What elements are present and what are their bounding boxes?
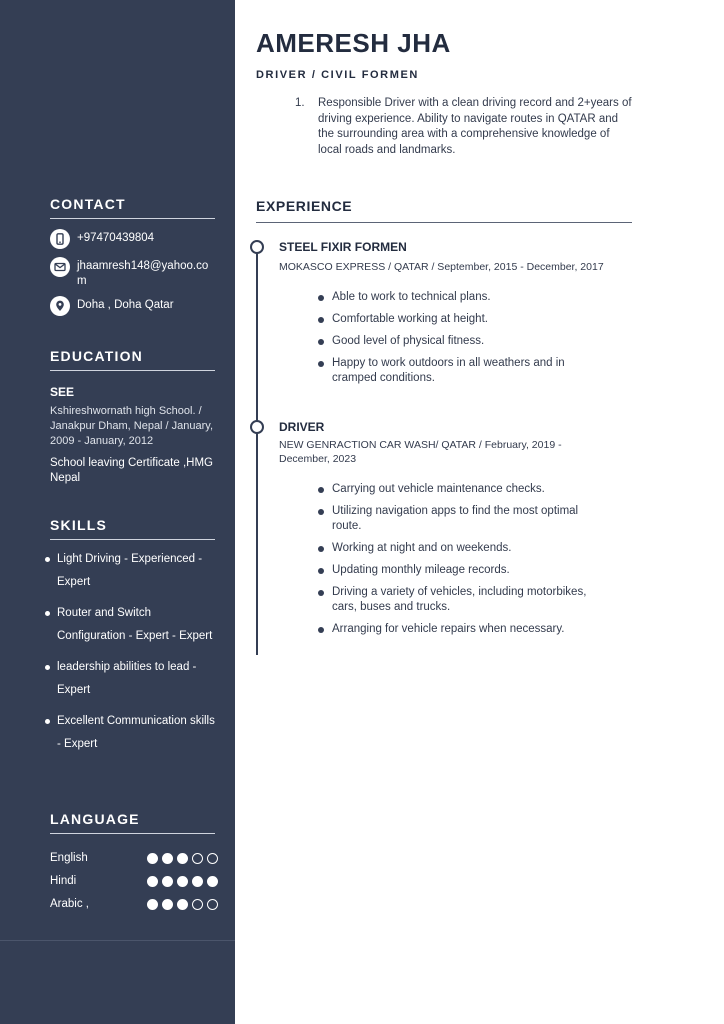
rating-dot-filled — [177, 899, 188, 910]
sidebar-divider — [0, 940, 235, 941]
skills-heading: SKILLS — [50, 517, 215, 540]
rating-dot-filled — [147, 899, 158, 910]
experience-heading: EXPERIENCE — [256, 198, 632, 223]
skill-item: Excellent Communication skills - Expert — [44, 710, 219, 756]
rating-dot-filled — [162, 899, 173, 910]
job-bullet: Good level of physical fitness. — [318, 334, 608, 349]
timeline-line — [256, 247, 258, 655]
rating-dot-filled — [147, 853, 158, 864]
contact-email-row — [50, 257, 215, 289]
job-bullet: Driving a variety of vehicles, including motorbikes, cars, buses and trucks. — [318, 585, 608, 615]
language-heading: LANGUAGE — [50, 811, 215, 834]
location-pin-icon — [50, 296, 70, 316]
rating-dot-empty — [192, 899, 203, 910]
skills-list — [44, 548, 219, 764]
job-bullet: Working at night and on weekends. — [318, 541, 608, 556]
phone-icon — [50, 229, 70, 249]
job-bullet: Comfortable working at height. — [318, 312, 608, 327]
language-name: Hindi — [50, 875, 77, 887]
job-title: DRIVER — [279, 420, 325, 434]
rating-dot-filled — [207, 876, 218, 887]
candidate-name: AMERESH JHA — [256, 28, 451, 58]
contact-heading: CONTACT — [50, 196, 215, 219]
language-rating — [147, 853, 218, 864]
language-name: English — [50, 852, 88, 864]
job-meta: NEW GENRACTION CAR WASH/ QATAR / February, 2019 - December, 2023 — [279, 439, 562, 465]
contact-phone-row — [50, 229, 215, 249]
email-icon — [50, 257, 70, 277]
contact-phone[interactable]: +97470439804 — [77, 232, 155, 244]
job-bullets — [318, 482, 608, 644]
timeline-node — [250, 240, 264, 254]
skill-item: Router and Switch Configuration - Expert - Expert — [44, 602, 219, 648]
education-heading: EDUCATION — [50, 348, 215, 371]
job-bullet: Carrying out vehicle maintenance checks. — [318, 482, 608, 497]
contact-location-row — [50, 296, 215, 316]
rating-dot-empty — [192, 853, 203, 864]
job-bullet: Updating monthly mileage records. — [318, 563, 608, 578]
rating-dot-filled — [162, 876, 173, 887]
job-bullet: Arranging for vehicle repairs when necessary. — [318, 622, 608, 637]
contact-email[interactable]: jhaamresh148@yahoo.com — [77, 260, 209, 287]
job-bullet: Happy to work outdoors in all weathers and in cramped conditions. — [318, 356, 608, 386]
rating-dot-filled — [147, 876, 158, 887]
rating-dot-empty — [207, 899, 218, 910]
skill-item: Light Driving - Experienced - Expert — [44, 548, 219, 594]
sidebar — [0, 0, 235, 1024]
job-bullets — [318, 290, 608, 393]
rating-dot-filled — [162, 853, 173, 864]
language-row-english — [50, 850, 218, 866]
language-rating — [147, 899, 218, 910]
rating-dot-filled — [177, 876, 188, 887]
skill-item: leadership abilities to lead - Expert — [44, 656, 219, 702]
summary-number: 1. — [295, 97, 305, 109]
language-name: Arabic , — [50, 898, 89, 910]
rating-dot-filled — [177, 853, 188, 864]
contact-location: Doha , Doha Qatar — [77, 299, 174, 311]
summary-text: Responsible Driver with a clean driving record and 2+years of driving experience. Ability to navigate routes in QATAR and the surrounding area with a comprehensive knowledge of local roads and landmarks. — [318, 97, 632, 156]
language-rating — [147, 876, 218, 887]
education-degree: SEE — [50, 385, 75, 399]
rating-dot-filled — [192, 876, 203, 887]
job-bullet: Able to work to technical plans. — [318, 290, 608, 305]
timeline-node — [250, 420, 264, 434]
rating-dot-empty — [207, 853, 218, 864]
candidate-role: DRIVER / CIVIL FORMEN — [256, 69, 419, 81]
education-school: Kshireshwornath high School. / Janakpur Dham, Nepal / January, 2009 - January, 2012 — [50, 405, 214, 447]
language-row-arabic — [50, 896, 218, 912]
summary — [295, 96, 635, 158]
job-title: STEEL FIXIR FORMEN — [279, 240, 407, 254]
job-meta: MOKASCO EXPRESS / QATAR / September, 2015 - December, 2017 — [279, 261, 604, 273]
job-bullet: Utilizing navigation apps to find the most optimal route. — [318, 504, 608, 534]
education-certificate: School leaving Certificate ,HMG Nepal — [50, 457, 213, 484]
language-row-hindi — [50, 873, 218, 889]
